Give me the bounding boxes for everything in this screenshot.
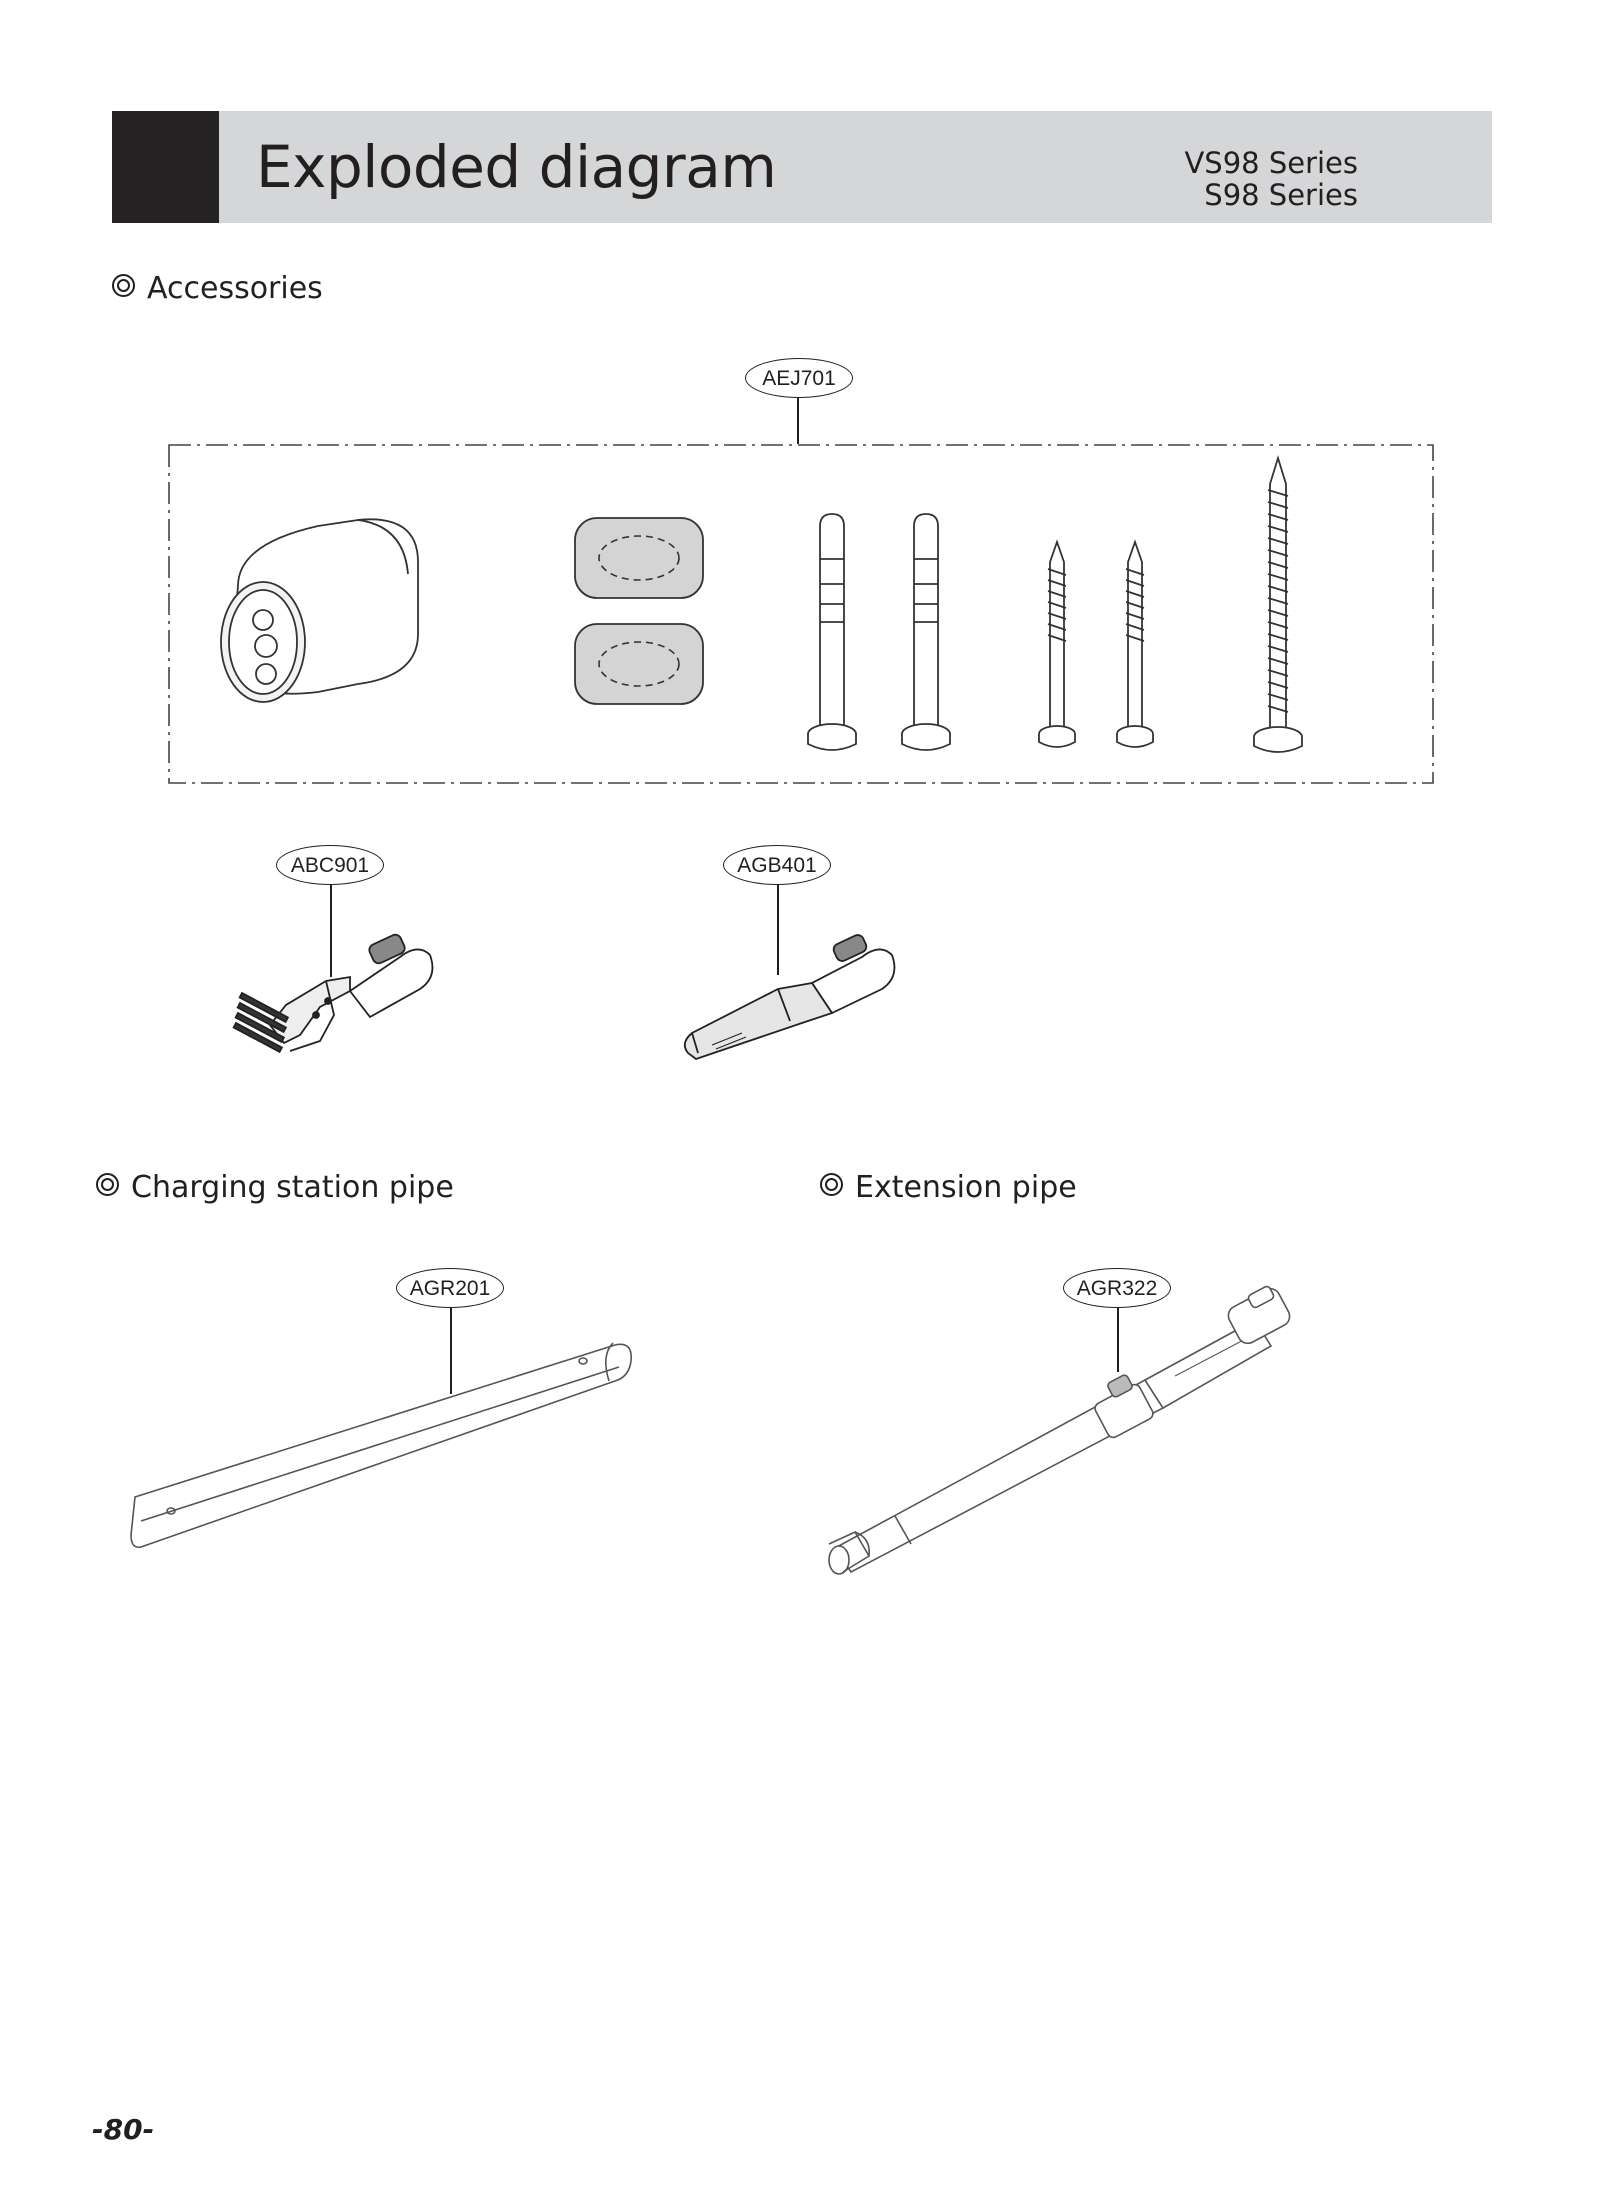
accessory-kit-drawing [168,444,1434,784]
part-label-agr201: AGR201 [396,1268,504,1308]
section-extension-pipe-label: Extension pipe [855,1170,1077,1205]
extension-pipe-icon [829,1285,1293,1574]
series-s98: S98 Series [1204,178,1358,212]
part-label-agb401: AGB401 [723,845,831,885]
wall-anchor-icon [808,514,950,750]
crevice-tool-drawing [672,925,902,1065]
long-screw-icon [1254,458,1302,752]
section-charging-station-pipe [96,1168,454,1208]
part-label-abc901: ABC901 [276,845,384,885]
page-number: -80- [92,2113,155,2146]
section-charging-station-pipe-label: Charging station pipe [131,1170,454,1205]
combination-brush-drawing [230,925,440,1065]
extension-pipe-drawing [815,1280,1305,1580]
short-screw-icon [1039,542,1153,747]
page-title: Exploded diagram [256,133,777,201]
part-label-aej701: AEJ701 [745,358,853,398]
adhesive-pad-icon [575,518,703,704]
section-accessories-label: Accessories [147,271,323,306]
part-label-agr322: AGR322 [1063,1268,1171,1308]
charging-cap-icon [221,519,418,702]
header-block [112,111,219,223]
combination-brush-icon [234,933,433,1052]
bullet-icon [820,1173,843,1196]
bullet-icon [96,1173,119,1196]
charging-station-pipe-icon [131,1343,631,1547]
leader-line-aej701 [797,398,799,444]
series-list [1184,147,1358,211]
section-accessories [112,269,323,309]
section-extension-pipe [820,1168,1077,1208]
bullet-icon [112,274,135,297]
series-vs98: VS98 Series [1184,146,1358,180]
crevice-tool-icon [685,933,895,1059]
charging-station-pipe-drawing [125,1325,645,1555]
